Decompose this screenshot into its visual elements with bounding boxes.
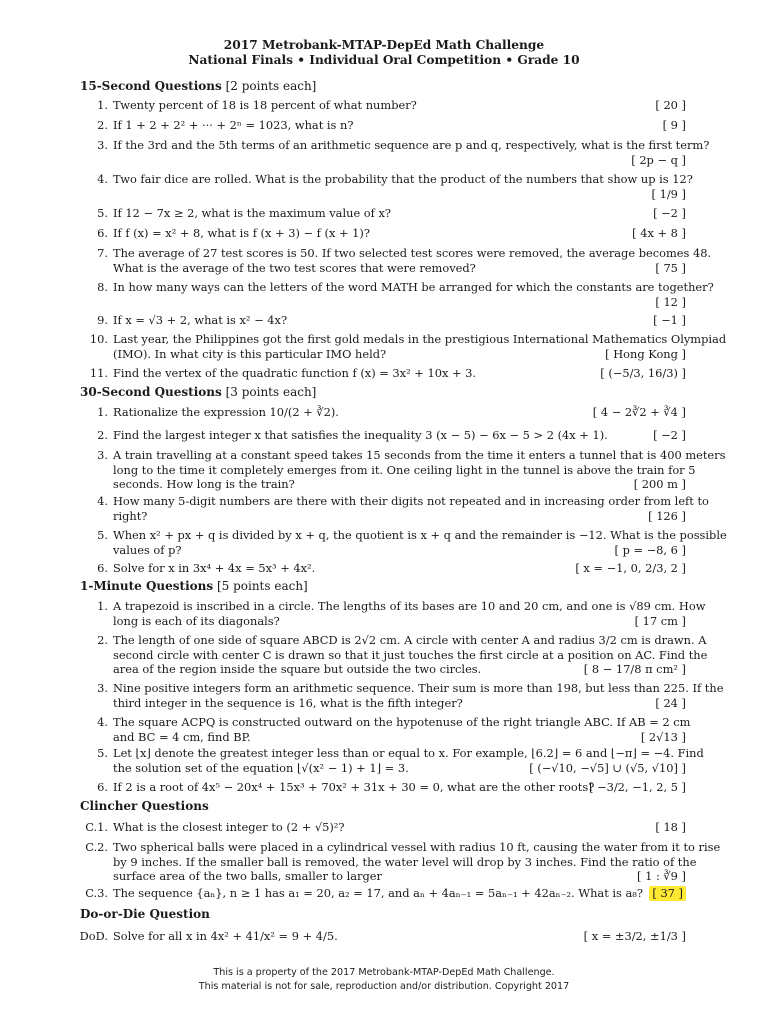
answer-key: [ −1 ] — [653, 313, 686, 327]
question-text: In how many ways can the letters of the word MATH be arranged for which the constants are together? — [113, 280, 714, 294]
answer-key: [ 1 : ∛9 ] — [637, 869, 686, 884]
section-title-text: 15-Second Questions — [80, 79, 222, 93]
question-number: 2. — [97, 118, 108, 132]
section-title — [80, 79, 316, 94]
question-number: 6. — [97, 561, 108, 575]
question-text: Find the vertex of the quadratic function f (x) = 3x² + 10x + 3. — [113, 366, 477, 380]
question-text: If f (x) = x² + 8, what is f (x + 3) − f (x + 1)? — [113, 226, 370, 240]
question-text: If x = √3 + 2, what is x² − 4x? — [113, 313, 288, 327]
question-text: The average of 27 test scores is 50. If two selected test scores were removed, the average becomes 48. — [113, 246, 712, 260]
question-text: Find the largest integer x that satisfies the inequality 3 (x − 5) − 6x − 5 > 2 (4x + 1). — [113, 428, 608, 442]
answer-key: [ 17 cm ] — [634, 613, 686, 628]
question-number: 4. — [97, 494, 108, 508]
section-title-text: Do-or-Die Question — [80, 907, 210, 921]
question-text: area of the region inside the square but outside the two circles. — [113, 662, 482, 677]
header-title: 2017 Metrobank-MTAP-DepEd Math Challenge — [223, 38, 545, 52]
answer-key: [ 4x + 8 ] — [632, 226, 686, 240]
answer-key: [ 1/9 ] — [651, 186, 686, 201]
question-number: 5. — [97, 528, 108, 542]
answer-key: [ 37 ] — [649, 886, 686, 901]
question-number: C.1. — [85, 820, 108, 834]
answer-key: [ Hong Kong ] — [605, 346, 686, 361]
question-text: Two fair dice are rolled. What is the probability that the product of the numbers that show up is 12? — [113, 172, 693, 186]
question-number: 3. — [97, 681, 108, 695]
question-text: If 2 is a root of 4x⁵ − 20x⁴ + 15x³ + 70x² + 31x + 30 = 0, what are the other roots? — [113, 780, 595, 794]
answer-key: [ 24 ] — [655, 695, 686, 710]
question-number: 11. — [89, 366, 108, 380]
question-number: 6. — [97, 226, 108, 240]
answer-key: [ (−√10, −√5] ∪ (√5, √10] ] — [529, 760, 686, 775]
question-number: 9. — [97, 313, 108, 327]
section-title — [80, 799, 209, 814]
question-text: A trapezoid is inscribed in a circle. The lengths of its bases are 10 and 20 cm, and one is √89 cm. How — [113, 599, 706, 613]
question-text: Two spherical balls were placed in a cylindrical vessel with radius 10 ft, causing the water from it to rise — [113, 840, 721, 854]
answer-key: [ −2 ] — [653, 206, 686, 220]
question-text: long to the time it completely emerges from it. One ceiling light in the tunnel is above the train for 5 — [113, 462, 696, 477]
answer-key: [ x = ±3/2, ±1/3 ] — [583, 929, 686, 943]
answer-key: [ 18 ] — [655, 820, 686, 834]
question-number: DoD. — [79, 929, 108, 943]
document-footer — [0, 966, 768, 994]
section-title — [80, 579, 308, 594]
question-number: C.3. — [85, 886, 108, 900]
answer-key: [ 75 ] — [655, 260, 686, 275]
answer-key: [ (−5/3, 16/3) ] — [600, 366, 686, 380]
question-number: 3. — [97, 138, 108, 152]
question-number: 1. — [97, 599, 108, 613]
section-title-text: 1-Minute Questions — [80, 579, 214, 593]
answer-key: [ 20 ] — [655, 98, 686, 112]
question-text: When x² + px + q is divided by x + q, the quotient is x + q and the remainder is −12. What is the possible — [113, 528, 727, 542]
question-number: 5. — [97, 206, 108, 220]
question-text: right? — [113, 508, 148, 523]
question-text: by 9 inches. If the smaller ball is removed, the water level will drop by 3 inches. Find the ratio of the — [113, 854, 697, 869]
question-text: If 12 − 7x ≥ 2, what is the maximum value of x? — [113, 206, 392, 220]
question-text: values of p? — [113, 542, 182, 557]
question-text: Solve for all x in 4x² + 41/x² = 9 + 4/5. — [113, 929, 338, 943]
question-text: second circle with center C is drawn so that it just touches the first circle at a position on AC. Find the — [113, 647, 708, 662]
question-text: Rationalize the expression 10/(2 + ∛2). — [113, 405, 339, 419]
question-text: A train travelling at a constant speed takes 15 seconds from the time it enters a tunnel that is 400 meters — [113, 448, 726, 462]
question-number: 1. — [97, 405, 108, 419]
answer-key: [ 9 ] — [662, 118, 686, 132]
question-text: third integer in the sequence is 16, what is the fifth integer? — [113, 695, 463, 710]
question-number: 8. — [97, 280, 108, 294]
section-title — [80, 385, 316, 400]
question-text: If 1 + 2 + 2² + ··· + 2ⁿ = 1023, what is n? — [113, 118, 354, 132]
header-subtitle: National Finals • Individual Oral Competition • Grade 10 — [188, 53, 580, 67]
answer-key: [ x = −1, 0, 2/3, 2 ] — [575, 561, 686, 575]
section-title-text: Clincher Questions — [80, 799, 209, 813]
section-title — [80, 907, 210, 922]
question-text: The length of one side of square ABCD is 2√2 cm. A circle with center A and radius 3/2 cm is drawn. A — [113, 633, 707, 647]
question-text: Solve for x in 3x⁴ + 4x = 5x³ + 4x². — [113, 561, 316, 575]
question-text: Last year, the Philippines got the first gold medals in the prestigious International Mathematics Olympiad — [113, 332, 727, 346]
question-number: 4. — [97, 172, 108, 186]
question-number: 10. — [89, 332, 108, 346]
answer-key: [ −3/2, −1, 2, 5 ] — [588, 780, 686, 794]
answer-key: [ −2 ] — [653, 428, 686, 442]
question-text: surface area of the two balls, smaller to larger — [113, 869, 382, 884]
section-points: [2 points each] — [221, 79, 317, 93]
answer-key: [ 12 ] — [655, 294, 686, 309]
answer-key: [ 2√13 ] — [640, 729, 686, 744]
answer-key: [ 126 ] — [648, 508, 686, 523]
question-text: The sequence {aₙ}, n ≥ 1 has a₁ = 20, a₂ = 17, and aₙ + 4aₙ₋₁ = 5aₙ₋₁ + 42aₙ₋₂. What is a₈? — [113, 886, 643, 900]
question-text: the solution set of the equation ⌊√(x² − 1) + 1⌋ = 3. — [113, 760, 409, 775]
question-text: What is the closest integer to (2 + √5)²? — [113, 820, 345, 834]
document-header — [0, 38, 768, 68]
question-text: and BC = 4 cm, find BP. — [113, 729, 251, 744]
question-text: The square ACPQ is constructed outward on the hypotenuse of the right triangle ABC. If AB = 2 cm — [113, 715, 691, 729]
footer-line-1: This is a property of the 2017 Metrobank-MTAP-DepEd Math Challenge. — [213, 967, 555, 978]
answer-key: [ 8 − 17/8 π cm² ] — [583, 662, 686, 677]
section-title-text: 30-Second Questions — [80, 385, 222, 399]
answer-key: [ 2p − q ] — [631, 152, 686, 167]
question-text: long is each of its diagonals? — [113, 613, 280, 628]
question-number: 1. — [97, 98, 108, 112]
section-points: [5 points each] — [213, 579, 308, 593]
question-number: 2. — [97, 633, 108, 647]
question-number: 7. — [97, 246, 108, 260]
question-number: 2. — [97, 428, 108, 442]
question-text: How many 5-digit numbers are there with their digits not repeated and in increasing order from left to — [113, 494, 709, 508]
answer-key: [ 4 − 2∛2 + ∛4 ] — [592, 405, 686, 419]
footer-line-2: This material is not for sale, reproduction and/or distribution. Copyright 2017 — [198, 981, 570, 992]
question-number: C.2. — [85, 840, 108, 854]
question-text: Nine positive integers form an arithmetic sequence. Their sum is more than 198, but less than 225. If the — [113, 681, 724, 695]
question-number: 4. — [97, 715, 108, 729]
answer-key: [ p = −8, 6 ] — [614, 542, 686, 557]
question-text: Twenty percent of 18 is 18 percent of what number? — [113, 98, 417, 112]
question-text: seconds. How long is the train? — [113, 477, 295, 492]
question-number: 5. — [97, 746, 108, 760]
section-points: [3 points each] — [221, 385, 317, 399]
question-text: Let ⌊x⌋ denote the greatest integer less than or equal to x. For example, ⌊6.2⌋ = 6 and ⌊−π⌋ = −4. Find — [113, 746, 704, 760]
question-text: What is the average of the two test scores that were removed? — [113, 260, 476, 275]
question-text: (IMO). In what city is this particular IMO held? — [113, 346, 387, 361]
answer-key: [ 200 m ] — [633, 477, 686, 492]
question-number: 6. — [97, 780, 108, 794]
question-number: 3. — [97, 448, 108, 462]
question-text: If the 3rd and the 5th terms of an arithmetic sequence are p and q, respectively, what is the first term? — [113, 138, 710, 152]
